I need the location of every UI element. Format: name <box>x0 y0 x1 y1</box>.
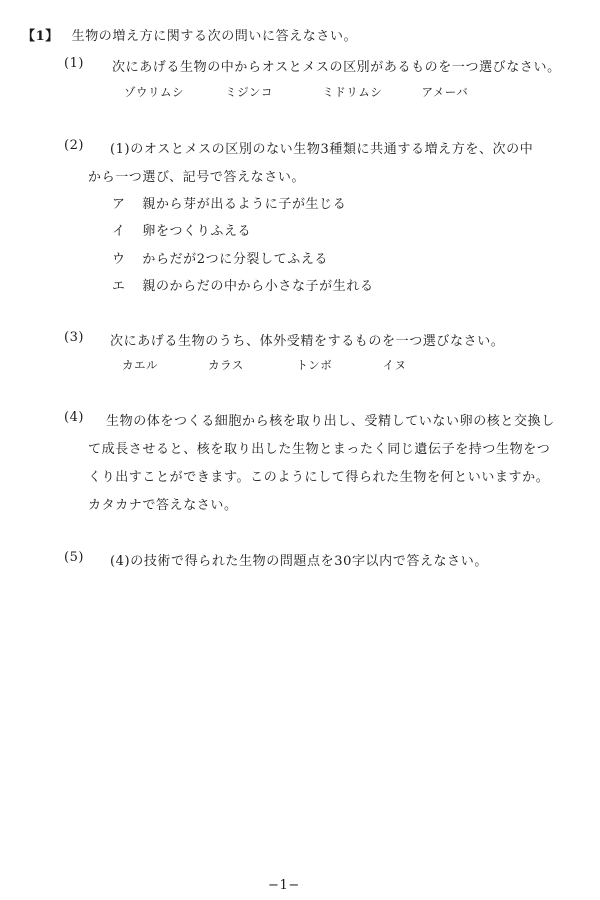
q3-choice-2: カラス <box>208 358 244 372</box>
q1-choices <box>124 84 468 100</box>
q1-choice-1: ゾウリムシ <box>124 85 184 99</box>
q3-choice-3: トンボ <box>296 358 333 372</box>
q2-number: (2) <box>64 138 84 153</box>
q1-choice-2: ミジンコ <box>225 85 273 99</box>
section-header <box>22 25 357 44</box>
section-title: 生物の増え方に関する次の問いに答えなさい。 <box>71 29 358 44</box>
q4-line3: くり出すことができます。このようにして得られた生物を何といいますか。 <box>88 470 550 485</box>
q4-line4: カタカナで答えなさい。 <box>88 498 238 513</box>
option-text: 親のからだの中から小さな子が生れる <box>142 279 374 294</box>
option-text: からだが2つに分裂してふえる <box>142 252 329 267</box>
q1-text: 次にあげる生物の中からオスとメスの区別があるものを一つ選びなさい。 <box>112 60 561 75</box>
q3-choices <box>122 357 406 373</box>
page-number: −1− <box>268 878 300 893</box>
q4-line2: て成長させると、核を取り出した生物とまったく同じ遺伝子を持つ生物をつ <box>88 442 551 457</box>
q3-number: (3) <box>64 330 84 345</box>
option-mark: エ <box>112 279 126 294</box>
option-text: 卵をつくりふえる <box>142 224 252 239</box>
q2-option-d <box>112 275 374 294</box>
option-mark: ア <box>112 197 126 212</box>
q5-number: (5) <box>64 550 84 565</box>
option-mark: イ <box>112 224 126 239</box>
q3-text: 次にあげる生物のうち、体外受精をするものを一つ選びなさい。 <box>110 334 505 349</box>
section-label: 【1】 <box>22 29 59 44</box>
q2-option-b <box>112 220 251 239</box>
option-mark: ウ <box>112 252 126 267</box>
q3-choice-4: イヌ <box>382 358 407 372</box>
q2-option-c <box>112 248 328 267</box>
q1-choice-3: ミドリムシ <box>322 85 383 99</box>
q1-number: (1) <box>64 56 84 71</box>
q2-option-a <box>112 193 346 212</box>
option-text: 親から芽が出るように子が生じる <box>142 197 347 212</box>
q4-number: (4) <box>64 410 84 425</box>
q1-choice-4: アメーバ <box>421 85 469 99</box>
q2-line2: から一つ選び、記号で答えなさい。 <box>88 170 306 185</box>
q5-text: (4)の技術で得られた生物の問題点を30字以内で答えなさい。 <box>110 554 488 569</box>
q2-line1: (1)のオスとメスの区別のない生物3種類に共通する増え方を、次の中 <box>110 142 534 157</box>
q3-choice-1: カエル <box>122 358 158 372</box>
q4-line1: 生物の体をつくる細胞から核を取り出し、受精していない卵の核と交換し <box>106 414 555 429</box>
